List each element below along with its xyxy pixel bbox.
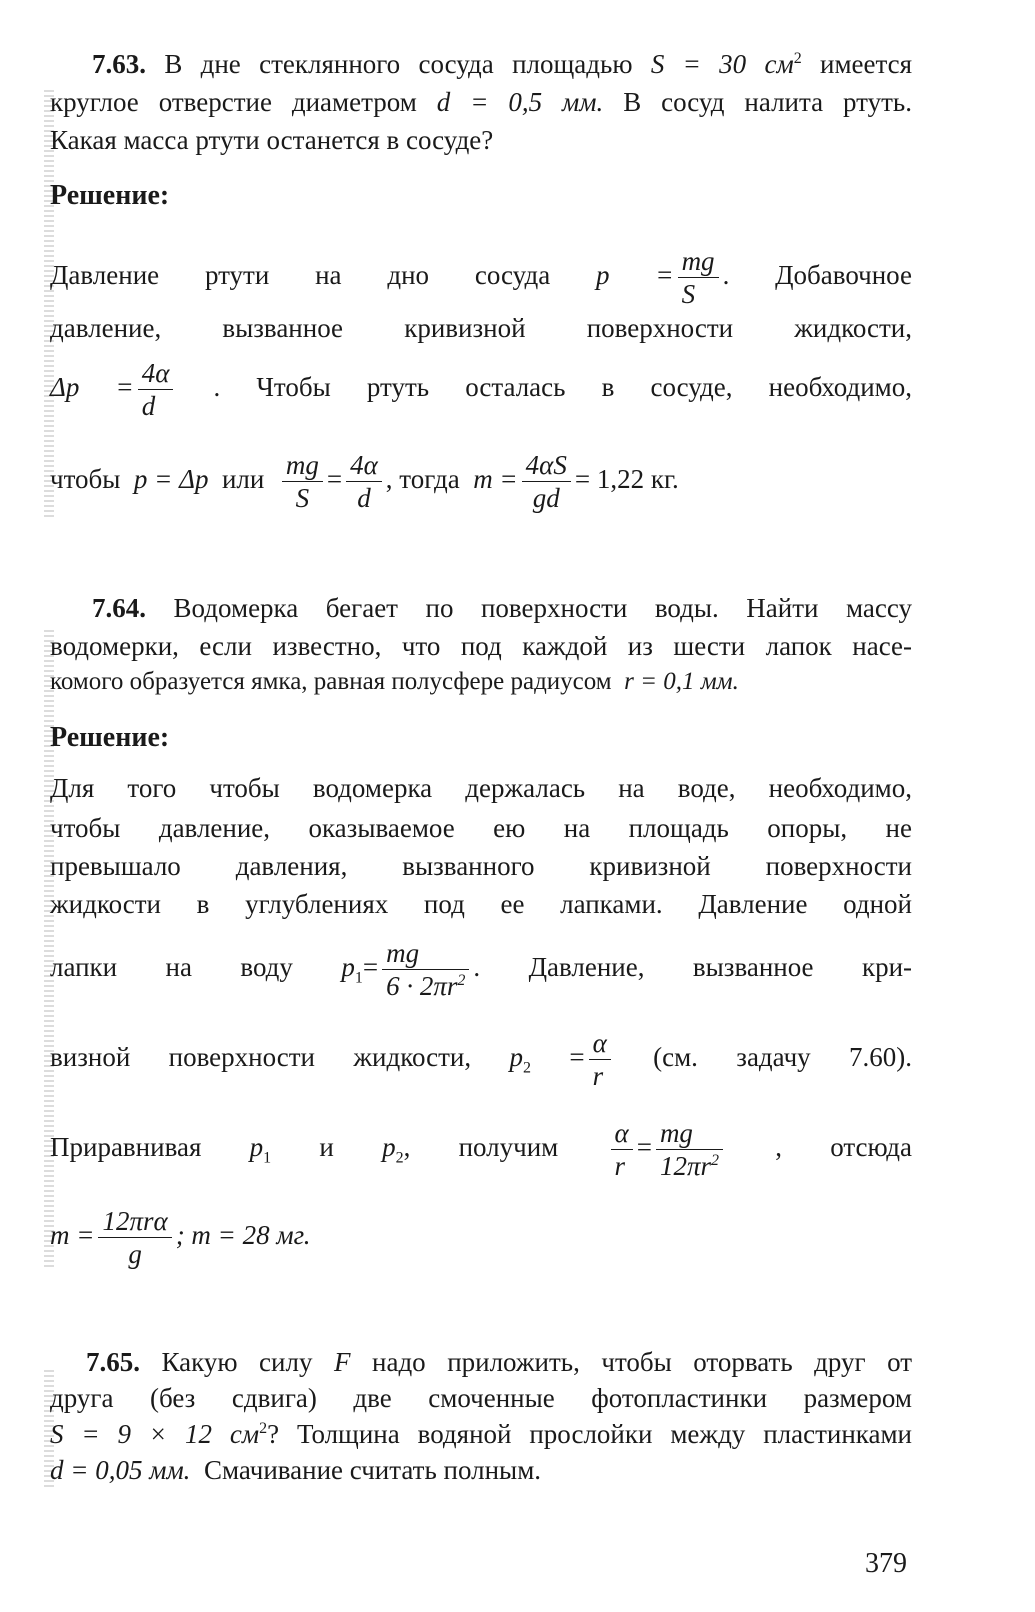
solution-text: лапки на воду [50, 952, 293, 982]
numerator: 12πrα [98, 1205, 171, 1238]
fraction [138, 357, 174, 422]
fraction [98, 1205, 171, 1270]
problem-text: В дне стеклянного сосуда площадью [164, 49, 633, 79]
solution-7-64-line-4: жидкости в углублениях под ее лапками. Давление одной [50, 889, 912, 919]
formula-part: m = [473, 464, 518, 494]
formula-part: p = Δp [133, 464, 209, 494]
solution-7-64-line-8 [50, 1200, 311, 1270]
solution-text: (см. задачу 7.60). [653, 1042, 912, 1072]
denominator-text: 12πr [659, 1151, 711, 1182]
problem-text: Какую силу [161, 1347, 313, 1377]
problem-number: 7.63. [92, 49, 146, 79]
formula-part: p = [596, 260, 674, 290]
problem-7-64-line-2: водомерки, если известно, что под каждой из шести лапок насе- [50, 631, 912, 661]
solution-text: , получим [403, 1132, 559, 1162]
solution-text: визной поверхности жидкости, [50, 1042, 472, 1072]
solution-text: или [221, 464, 265, 494]
formula-radius: r = 0,1 мм. [624, 668, 739, 695]
problem-text: Смачивание считать полным. [203, 1455, 542, 1485]
formula-part: = [636, 1132, 652, 1162]
numerator: 4α [138, 357, 174, 390]
problem-7-65-line-2: друга (без сдвига) две смоченные фотопластинки размером [50, 1383, 912, 1413]
numerator: mg [678, 245, 719, 278]
numerator: mg [282, 449, 323, 482]
numerator: mg [382, 937, 469, 970]
numerator: α [589, 1027, 611, 1060]
problem-7-64-line-3 [50, 666, 739, 698]
numerator: α [611, 1117, 633, 1150]
subscript: 2 [395, 1149, 404, 1167]
problem-7-63-line-1 [92, 48, 912, 80]
denominator: d [357, 483, 371, 514]
solution-7-64-line-2: чтобы давление, оказываемое ею на площадь опоры, не [50, 813, 912, 843]
solution-7-63-line-2: давление, вызванное кривизной поверхности жидкости, [50, 313, 912, 343]
problem-7-65-line-4 [50, 1454, 541, 1486]
fraction [382, 937, 469, 1002]
fraction [656, 1117, 723, 1182]
denominator-text: 6 · 2πr [386, 971, 458, 1002]
formula-p2 [509, 1028, 614, 1092]
problem-text: комого образуется ямка, равная полусфере радиусом [50, 668, 612, 695]
problem-text: ? Толщина водяной прослойки между пластинками [267, 1419, 913, 1449]
solution-heading: Решение: [50, 722, 170, 753]
solution-text: Давление ртути на дно сосуда [50, 260, 551, 290]
denominator: g [128, 1239, 142, 1270]
denominator: S [681, 279, 696, 310]
solution-7-63-line-3 [50, 352, 912, 422]
formula-thickness: d = 0,05 мм. [50, 1455, 191, 1485]
formula-pressure [596, 246, 912, 310]
problem-7-65-line-1 [86, 1346, 912, 1378]
problem-text: В сосуд налита ртуть. [623, 87, 912, 117]
solution-text: . Давление, вызванное кри- [473, 952, 913, 982]
numerator: 4αS [522, 449, 571, 482]
solution-7-63-line-1 [50, 240, 912, 310]
formula-part: = [326, 464, 343, 494]
solution-text: . Чтобы ртуть осталась в сосуде, необходимо, [213, 372, 912, 402]
denominator [382, 970, 469, 1002]
formula-part: m = [50, 1220, 95, 1250]
denominator: S [295, 483, 310, 514]
page-number: 379 [865, 1548, 907, 1579]
formula-part [249, 1132, 272, 1167]
solution-7-64-line-6 [50, 1022, 912, 1092]
solution-heading: Решение: [50, 180, 170, 211]
subscript: 2 [522, 1059, 531, 1077]
solution-7-64-line-1: Для того чтобы водомерка держалась на воде, необходимо, [50, 773, 912, 803]
formula-part: p [382, 1132, 396, 1162]
problem-7-65-line-3 [50, 1418, 912, 1450]
subscript: 1 [263, 1149, 272, 1167]
solution-7-64-line-3: превышало давления, вызванного кривизной поверхности [50, 851, 912, 881]
problem-text: круглое отверстие диаметром [50, 87, 417, 117]
exponent: 2 [259, 1420, 268, 1437]
exponent: 2 [710, 1152, 719, 1170]
solution-7-63-line-4 [50, 444, 679, 514]
formula-part: p [509, 1042, 523, 1072]
result: ; m = 28 мг. [175, 1220, 311, 1250]
solution-text: , отсюда [775, 1132, 913, 1162]
problem-text: Водомерка бегает по поверхности воды. Найти массу [173, 593, 913, 623]
solution-text: чтобы [50, 464, 121, 494]
formula-part: p [341, 952, 355, 982]
formula-diameter: d = 0,5 мм. [436, 87, 604, 117]
problem-number: 7.64. [92, 593, 146, 623]
formula-force: F [334, 1347, 351, 1377]
formula-dp [50, 358, 177, 422]
problem-text: имеется [820, 49, 913, 79]
solution-text: Приравнивая [50, 1132, 202, 1162]
denominator [656, 1150, 723, 1182]
problem-7-63-line-3: Какая масса ртути останется в сосуде? [50, 125, 494, 155]
fraction [589, 1027, 611, 1092]
formula-part: = [362, 952, 379, 982]
formula-area: S = 30 см [650, 49, 794, 79]
formula-part: = [569, 1042, 585, 1072]
denominator: r [614, 1151, 626, 1182]
fraction [611, 1117, 633, 1182]
denominator: r [592, 1061, 604, 1092]
result: = 1,22 кг. [574, 464, 679, 494]
problem-7-63-line-2 [50, 86, 912, 118]
fraction [346, 449, 382, 514]
fraction [282, 449, 323, 514]
solution-7-64-line-7 [50, 1112, 912, 1182]
denominator: d [141, 391, 156, 422]
solution-text: . Добавочное [722, 260, 912, 290]
fraction [678, 245, 719, 310]
numerator: 4α [346, 449, 382, 482]
problem-7-64-line-1 [92, 592, 912, 624]
problem-text: надо приложить, чтобы оторвать друг от [372, 1347, 913, 1377]
formula-part: S = 9 × 12 см [50, 1419, 260, 1449]
subscript: 1 [354, 969, 363, 987]
fraction [522, 449, 571, 514]
formula-part: p [249, 1132, 264, 1162]
numerator: mg [656, 1117, 723, 1150]
denominator: gd [532, 483, 560, 514]
solution-text: и [319, 1132, 334, 1162]
exponent: 2 [457, 972, 466, 990]
exponent: 2 [793, 50, 802, 67]
solution-text: , тогда [385, 464, 460, 494]
formula-part: Δp = [50, 372, 134, 402]
formula-part [382, 1132, 559, 1167]
solution-7-64-line-5 [50, 932, 912, 1002]
problem-number: 7.65. [86, 1347, 140, 1377]
formula-size [50, 1419, 912, 1449]
